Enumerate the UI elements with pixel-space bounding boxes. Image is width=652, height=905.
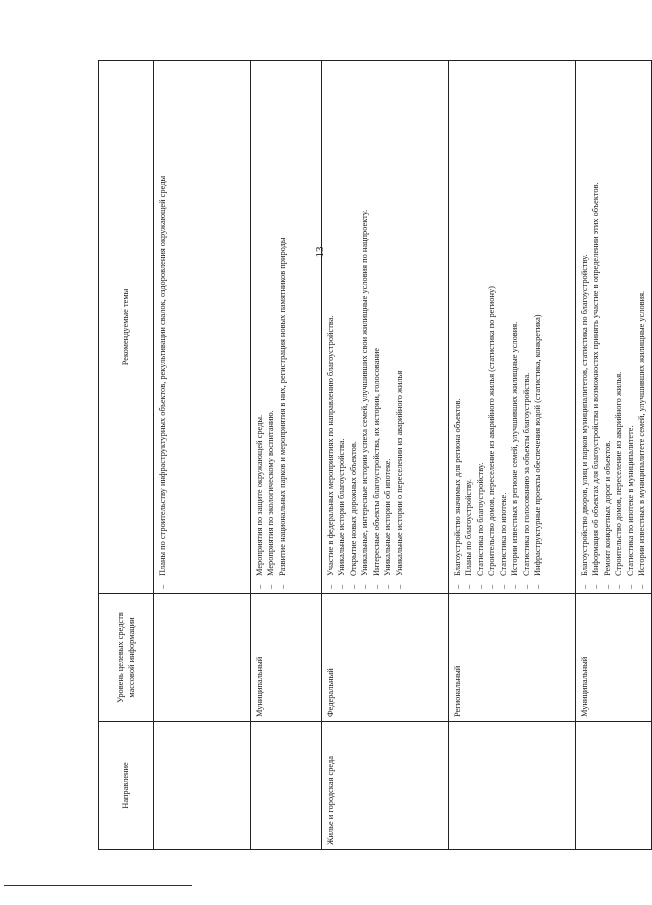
topic-item: – Информация об объектах для благоустройства и возможностях принять участие в определении этих объектов. [590, 65, 601, 589]
table-row [576, 61, 652, 850]
footnote-separator [4, 885, 192, 886]
topic-item: – Статистика по благоустройству. [475, 65, 486, 589]
cell-topics [576, 61, 652, 594]
topic-item: – Инфраструктурные проекты обеспечения водой (статистика, конкретика) [532, 65, 543, 589]
topic-item: – Открытие новых дорожных объектов. [348, 65, 359, 589]
topic-item: – Строительство домов, переселение из аварийного жилья. [613, 65, 624, 589]
cell-level: Муниципальный [576, 594, 652, 722]
topic-item: – Уникальные, интересные истории успеха семей, улучшивших свои жилищные условия по нацпроекту. [359, 65, 370, 589]
cell-direction [154, 722, 251, 850]
topic-item: – Благоустройство значимых для региона объектов. [452, 65, 463, 589]
topic-item: – Уникальные истории об ипотеке. [382, 65, 393, 589]
cell-topics [322, 61, 449, 594]
header-direction: Направление [99, 722, 154, 850]
topic-item: – Статистика по ипотеке в муниципалитете. [625, 65, 636, 589]
cell-topics [449, 61, 576, 594]
rotated-page-content [98, 61, 647, 850]
topic-item: – Уникальные истории благоустройства. [336, 65, 347, 589]
topic-item: – Истории известных в регионе семей, улучшивших жилищные условия. [509, 65, 520, 589]
topic-item: – Строительство домов, переселение из аварийного жилья (статистика по региону) [486, 65, 497, 589]
topic-item: – Мероприятия по защите окружающей среды. [254, 65, 265, 589]
cell-topics [251, 61, 322, 594]
topic-item: – Благоустройство дворов, улиц и парков муниципалитетов, статистика по благоустройству. [579, 65, 590, 589]
topic-item: – Интересные объекты благоустройства, их истории, голосование [371, 65, 382, 589]
cell-level [154, 594, 251, 722]
cell-direction: Жилье и городская среда [322, 722, 449, 850]
cell-level: Муниципальный [251, 594, 322, 722]
topic-item: – Участие в федеральных мероприятиях по направлению благоустройства. [325, 65, 336, 589]
header-media-level: Уровень целевых средств массовой информации [99, 594, 154, 722]
header-recommended-topics: Рекомендуемые темы [99, 61, 154, 594]
table-row [251, 61, 322, 850]
cell-topics [154, 61, 251, 594]
topic-item: – Ремонт конкретных дорог и объектов. [602, 65, 613, 589]
topic-item: – Уникальные истории о переселении из аварийного жилья [394, 65, 405, 589]
cell-direction [576, 722, 652, 850]
cell-direction [449, 722, 576, 850]
topic-item: – Планы по благоустройству. [463, 65, 474, 589]
topic-item: – Развитие национальных парков и мероприятия в них, регистрация новых памятников природы [277, 65, 288, 589]
page-frame [98, 61, 647, 850]
cell-level: Федеральный [322, 594, 449, 722]
topic-item: – Планы по строительству инфраструктурных объектов, рекультивации свалок, оздоровления окружающей среды [157, 65, 168, 589]
media-topics-table [98, 60, 652, 850]
cell-level: Региональный [449, 594, 576, 722]
cell-direction [251, 722, 322, 850]
topic-item: – Статистика по ипотеке. [498, 65, 509, 589]
topic-item: – Статистика по голосованию за объекты благоустройства. [521, 65, 532, 589]
table-row [154, 61, 251, 850]
topic-item: – Истории известных в муниципалитете семей, улучшивших жилищные условия. [636, 65, 647, 589]
page-number: 13 [314, 246, 326, 258]
table-header-row [99, 61, 154, 850]
table-row [322, 61, 449, 850]
table-row [449, 61, 576, 850]
topic-item: – Мероприятия по экологическому воспитанию. [265, 65, 276, 589]
